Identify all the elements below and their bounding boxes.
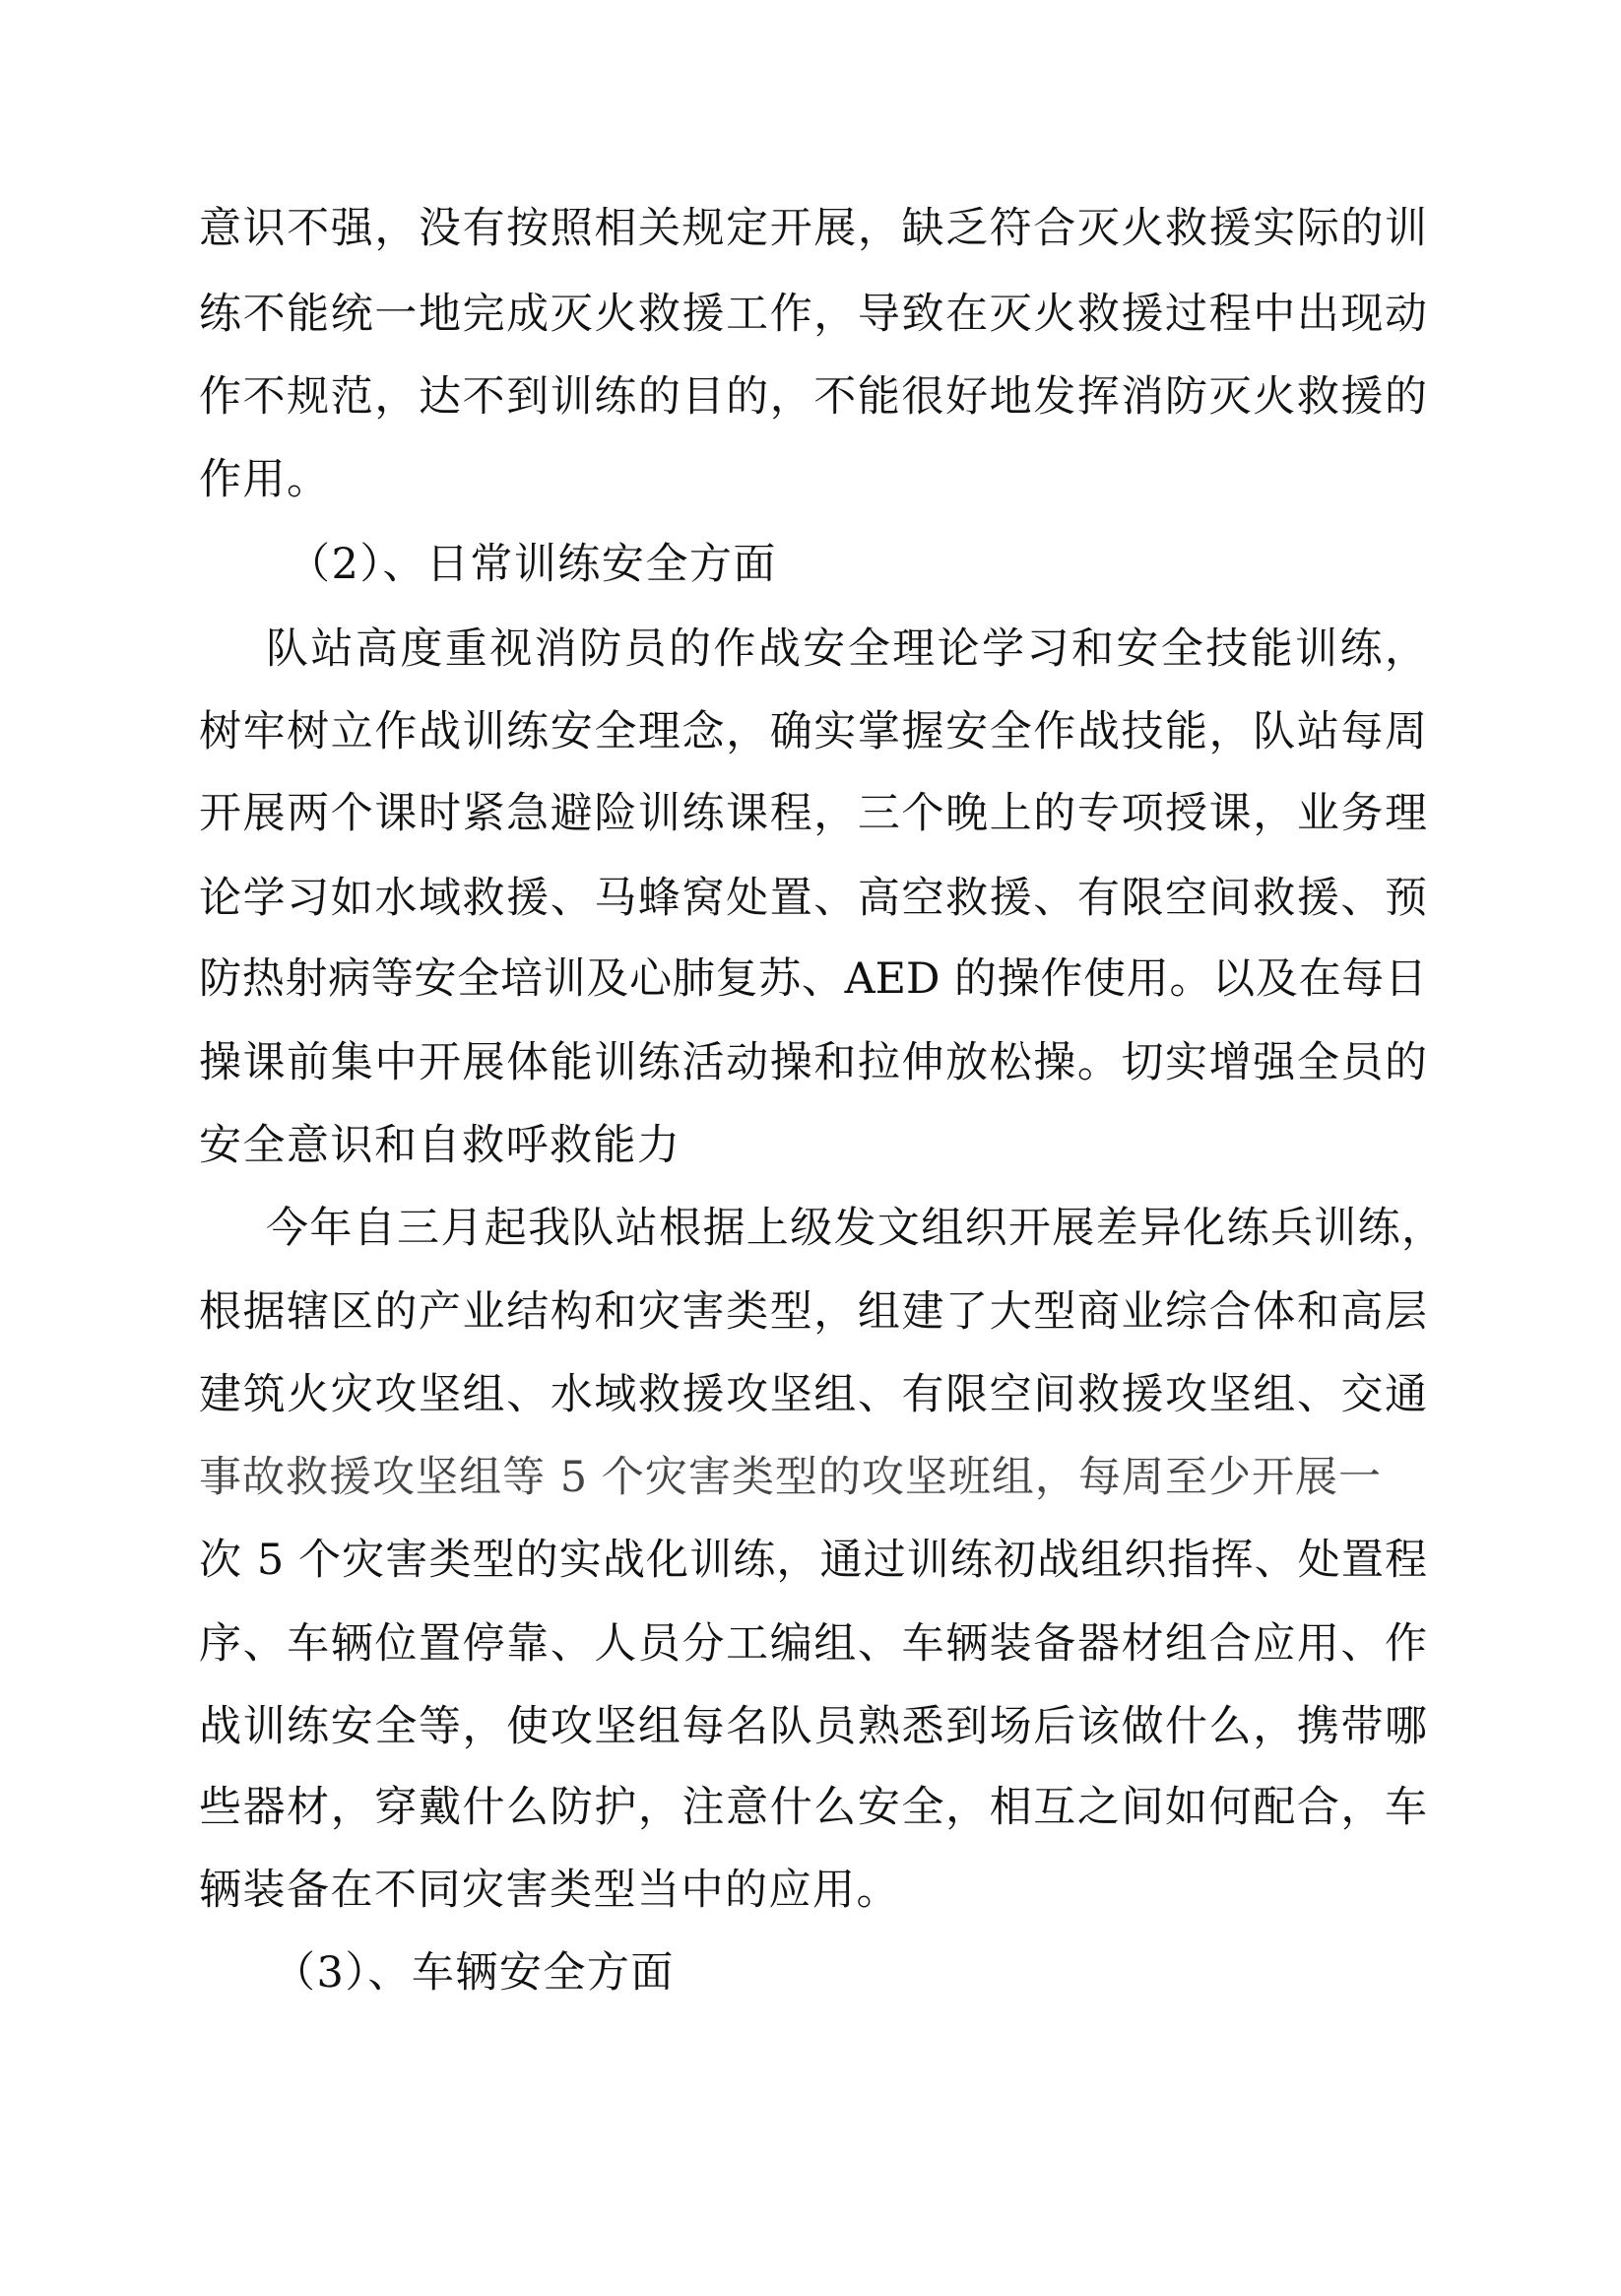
body-text-line: 操课前集中开展体能训练活动操和拉伸放松操。切实增强全员的 [199, 1038, 1427, 1087]
body-text-line: 次 5 个灾害类型的实战化训练，通过训练初战组织指挥、处置程 [199, 1536, 1427, 1585]
section-heading-3: （3）、车辆安全方面 [273, 1948, 675, 1998]
body-text-line: 开展两个课时紧急避险训练课程，三个晚上的专项授课，业务理 [199, 789, 1427, 838]
body-text-line: 意识不强，没有按照相关规定开展，缺乏符合灭火救援实际的训 [199, 204, 1427, 253]
paragraph-first-line: 今年自三月起我队站根据上级发文组织开展差异化练兵训练， [266, 1204, 1444, 1253]
body-text-line: 防热射病等安全培训及心肺复苏、AED 的操作使用。以及在每日 [199, 954, 1427, 1004]
body-text-line: 事故救援攻坚组等 5 个灾害类型的攻坚班组，每周至少开展一 [199, 1453, 1381, 1502]
body-text-line: 些器材，穿戴什么防护，注意什么安全，相互之间如何配合，车 [199, 1783, 1427, 1832]
body-text-line: 作用。 [199, 455, 331, 504]
body-text-line: 论学习如水域救援、马蜂窝处置、高空救援、有限空间救援、预 [199, 874, 1427, 923]
body-text-line: 建筑火灾攻坚组、水域救援攻坚组、有限空间救援攻坚组、交通 [199, 1370, 1427, 1419]
body-text-line: 根据辖区的产业结构和灾害类型，组建了大型商业综合体和高层 [199, 1287, 1427, 1337]
body-text-line: 安全意识和自救呼救能力 [199, 1121, 681, 1170]
body-text-line: 树牢树立作战训练安全理念，确实掌握安全作战技能，队站每周 [199, 707, 1427, 756]
body-text-line: 战训练安全等，使攻坚组每名队员熟悉到场后该做什么，携带哪 [199, 1702, 1427, 1751]
paragraph-first-line: 队站高度重视消防员的作战安全理论学习和安全技能训练， [266, 624, 1427, 674]
body-text-line: 练不能统一地完成灭火救援工作，导致在灭火救援过程中出现动 [199, 290, 1427, 339]
body-text-line: 辆装备在不同灾害类型当中的应用。 [199, 1866, 900, 1915]
section-heading-2: （2）、日常训练安全方面 [288, 540, 777, 589]
body-text-line: 序、车辆位置停靠、人员分工编组、车辆装备器材组合应用、作 [199, 1619, 1427, 1669]
body-text-line: 作不规范，达不到训练的目的，不能很好地发挥消防灭火救援的 [199, 372, 1427, 422]
